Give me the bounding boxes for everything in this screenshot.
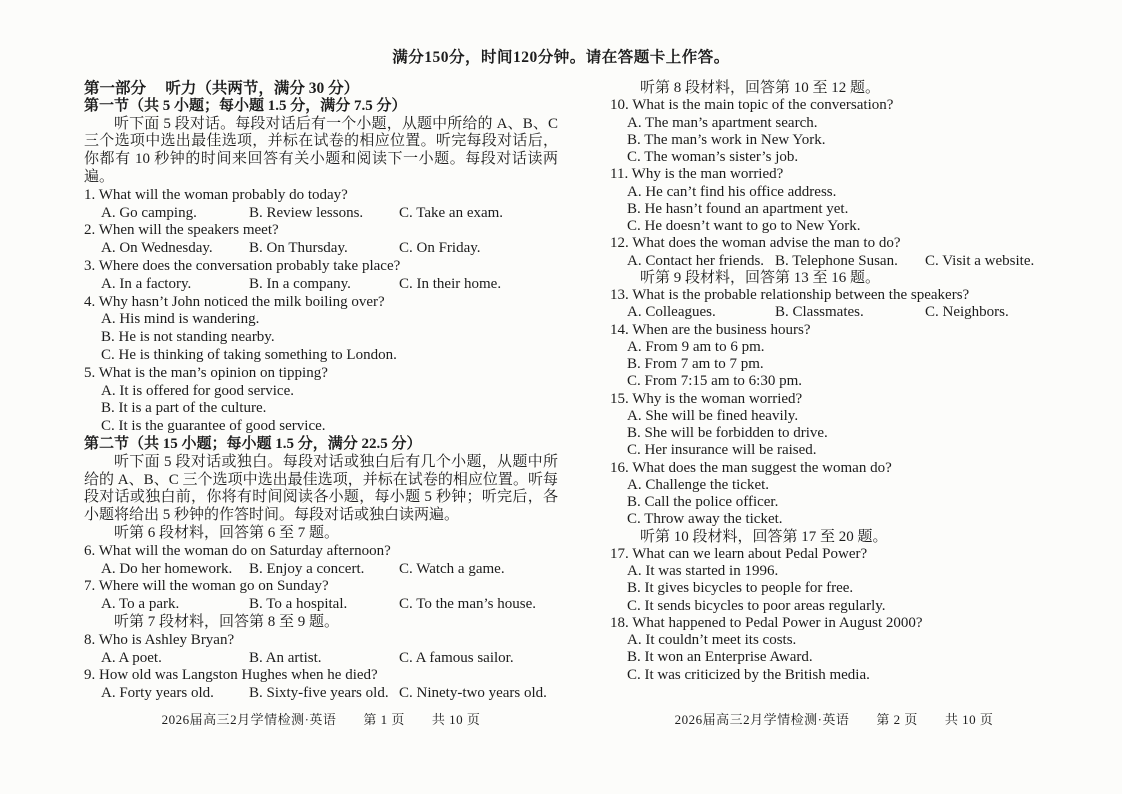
option-b: B. Enjoy a concert.	[249, 560, 365, 577]
option-b: B. Telephone Susan.	[775, 252, 898, 269]
option-c: C. Take an exam.	[399, 204, 504, 221]
option-b: B. The man’s work in New York.	[627, 131, 826, 148]
question-7-options	[84, 596, 558, 614]
option-c: C. From 7:15 am to 6:30 pm.	[627, 373, 803, 390]
question-1-options	[84, 205, 558, 223]
option-b: B. It won an Enterprise Award.	[627, 649, 813, 666]
exam-page-1	[84, 80, 558, 703]
option-a: A. She will be fined heavily.	[627, 407, 799, 424]
question-5	[84, 365, 558, 436]
question-1-text: 1. What will the woman probably do today?	[84, 186, 348, 203]
option-b: B. He hasn’t found an apartment yet.	[627, 200, 849, 217]
question-11-text: 11. Why is the man worried?	[610, 166, 784, 183]
question-8-text: 8. Who is Ashley Bryan?	[84, 631, 235, 648]
question-7-text: 7. Where will the woman go on Sunday?	[84, 578, 329, 595]
question-4-text: 4. Why hasn’t John noticed the milk boiling over?	[84, 293, 385, 310]
page2-footer: 2026届高三2月学情检测·英语 第 2 页 共 10 页	[674, 712, 994, 727]
option-b: B. Review lessons.	[249, 204, 364, 221]
question-5-text: 5. What is the man’s opinion on tipping?	[84, 364, 328, 381]
option-c: C. It is the guarantee of good service.	[101, 418, 326, 435]
option-c: C. Neighbors.	[925, 304, 1009, 321]
question-9-text: 9. How old was Langston Hughes when he died?	[84, 667, 378, 684]
section2-instructions: 听下面 5 段对话或独白。每段对话或独白后有几个小题，从题中所给的 A、B、C 三个选项中选出最佳选项，并标在试卷的相应位置。听每段对话或独白前，你将有时间阅读各小题，每小题 5 秒钟；听完后，各小题将给出 5 秒钟的作答时间。每段对话或独白读两遍。	[84, 453, 558, 524]
option-c: C. Watch a game.	[399, 560, 505, 577]
question-14	[610, 322, 1046, 391]
question-15-text: 15. Why is the woman worried?	[610, 390, 803, 407]
option-c: C. Her insurance will be raised.	[627, 442, 817, 459]
option-b: B. From 7 am to 7 pm.	[627, 356, 764, 372]
option-c: C. Ninety-two years old.	[399, 685, 547, 702]
material-6-line: 听第 6 段材料，回答第 6 至 7 题。	[114, 524, 340, 541]
question-2-text: 2. When will the speakers meet?	[84, 222, 279, 239]
question-18	[610, 615, 1046, 684]
option-c: C. Throw away the ticket.	[627, 511, 783, 528]
material-10-line: 听第 10 段材料，回答第 17 至 20 题。	[640, 528, 888, 545]
question-3	[84, 258, 558, 294]
option-c: C. He doesn’t want to go to New York.	[627, 218, 861, 234]
option-c: C. A famous sailor.	[399, 649, 514, 666]
question-6-options	[84, 561, 558, 579]
question-16	[610, 460, 1046, 529]
option-b: B. In a company.	[249, 275, 351, 292]
question-18-text: 18. What happened to Pedal Power in August 2000?	[610, 614, 923, 631]
section1-instructions: 听下面 5 段对话。每段对话后有一个小题，从题中所给的 A、B、C 三个选项中选出最佳选项，并标在试卷的相应位置。听完每段对话后，你都有 10 秒钟的时间来回答有关小题和阅读下一小题。每段对话读两遍。	[84, 115, 558, 185]
option-a: A. The man’s apartment search.	[627, 114, 818, 131]
option-c: C. In their home.	[399, 275, 502, 292]
question-3-text: 3. Where does the conversation probably take place?	[84, 257, 401, 274]
option-a: A. He can’t find his office address.	[627, 183, 837, 200]
question-9	[84, 667, 558, 703]
option-c: C. It sends bicycles to poor areas regularly.	[627, 597, 886, 614]
question-11	[610, 166, 1046, 235]
option-c: C. Visit a website.	[925, 252, 1035, 269]
question-17-text: 17. What can we learn about Pedal Power?	[610, 545, 868, 562]
question-12-text: 12. What does the woman advise the man to do?	[610, 235, 901, 252]
option-a: A. Do her homework.	[101, 560, 233, 577]
question-9-options	[84, 685, 558, 703]
option-a: A. From 9 am to 6 pm.	[627, 338, 765, 355]
question-6	[84, 543, 558, 579]
material-7-line: 听第 7 段材料，回答第 8 至 9 题。	[114, 613, 340, 630]
question-2-options	[84, 240, 558, 258]
option-a: A. It was started in 1996.	[627, 563, 779, 579]
option-a: A. Challenge the ticket.	[627, 476, 770, 493]
option-b: B. He is not standing nearby.	[101, 329, 275, 346]
option-c: C. He is thinking of taking something to London.	[101, 346, 397, 363]
option-c: C. It was criticized by the British media.	[627, 666, 870, 683]
option-b: B. Sixty-five years old.	[249, 685, 389, 702]
question-14-text: 14. When are the business hours?	[610, 321, 811, 338]
option-b: B. On Thursday.	[249, 240, 348, 257]
section1-heading: 第一节（共 5 小题；每小题 1.5 分，满分 7.5 分）	[84, 97, 407, 114]
part1-heading: 第一部分 听力（共两节，满分 30 分）	[84, 80, 360, 97]
question-15	[610, 391, 1046, 460]
option-b: B. She will be forbidden to drive.	[627, 425, 828, 441]
question-13	[610, 287, 1046, 322]
question-13-options	[610, 304, 1046, 321]
option-b: B. It is a part of the culture.	[101, 400, 267, 417]
question-8-options	[84, 650, 558, 668]
question-10	[610, 97, 1046, 166]
question-2	[84, 222, 558, 258]
material-9-line: 听第 9 段材料，回答第 13 至 16 题。	[640, 269, 881, 286]
option-a: A. His mind is wandering.	[101, 311, 260, 328]
page-header-note: 满分150分，时间120分钟。请在答题卡上作答。	[392, 49, 730, 66]
option-a: A. Forty years old.	[101, 685, 214, 702]
option-a: A. In a factory.	[101, 275, 192, 292]
question-17	[610, 546, 1046, 615]
question-4	[84, 294, 558, 365]
question-12-options	[610, 253, 1046, 270]
option-a: A. Contact her friends.	[627, 252, 765, 269]
exam-page-2	[610, 80, 1046, 684]
question-13-text: 13. What is the probable relationship between the speakers?	[610, 287, 970, 303]
option-a: A. Go camping.	[101, 204, 197, 221]
option-b: B. An artist.	[249, 649, 322, 666]
material-8-line: 听第 8 段材料，回答第 10 至 12 题。	[640, 80, 881, 96]
section2-heading: 第二节（共 15 小题；每小题 1.5 分，满分 22.5 分）	[84, 435, 422, 452]
question-16-text: 16. What does the man suggest the woman do?	[610, 459, 892, 476]
question-10-text: 10. What is the main topic of the conversation?	[610, 97, 894, 114]
option-b: B. Classmates.	[775, 304, 864, 321]
option-b: B. Call the police officer.	[627, 494, 779, 510]
option-c: C. To the man’s house.	[399, 596, 536, 613]
option-b: B. It gives bicycles to people for free.	[627, 580, 854, 597]
question-3-options	[84, 276, 558, 294]
option-c: C. On Friday.	[399, 240, 481, 257]
option-a: A. On Wednesday.	[101, 240, 213, 257]
question-1	[84, 187, 558, 223]
question-7	[84, 578, 558, 614]
option-a: A. A poet.	[101, 649, 162, 666]
option-a: A. To a park.	[101, 596, 180, 613]
question-12	[610, 235, 1046, 270]
option-b: B. To a hospital.	[249, 596, 348, 613]
page1-footer: 2026届高三2月学情检测·英语 第 1 页 共 10 页	[161, 712, 481, 727]
option-a: A. It couldn’t meet its costs.	[627, 632, 797, 648]
question-8	[84, 632, 558, 668]
option-a: A. It is offered for good service.	[101, 382, 294, 399]
option-c: C. The woman’s sister’s job.	[627, 149, 799, 165]
question-6-text: 6. What will the woman do on Saturday afternoon?	[84, 542, 391, 559]
option-a: A. Colleagues.	[627, 304, 716, 321]
